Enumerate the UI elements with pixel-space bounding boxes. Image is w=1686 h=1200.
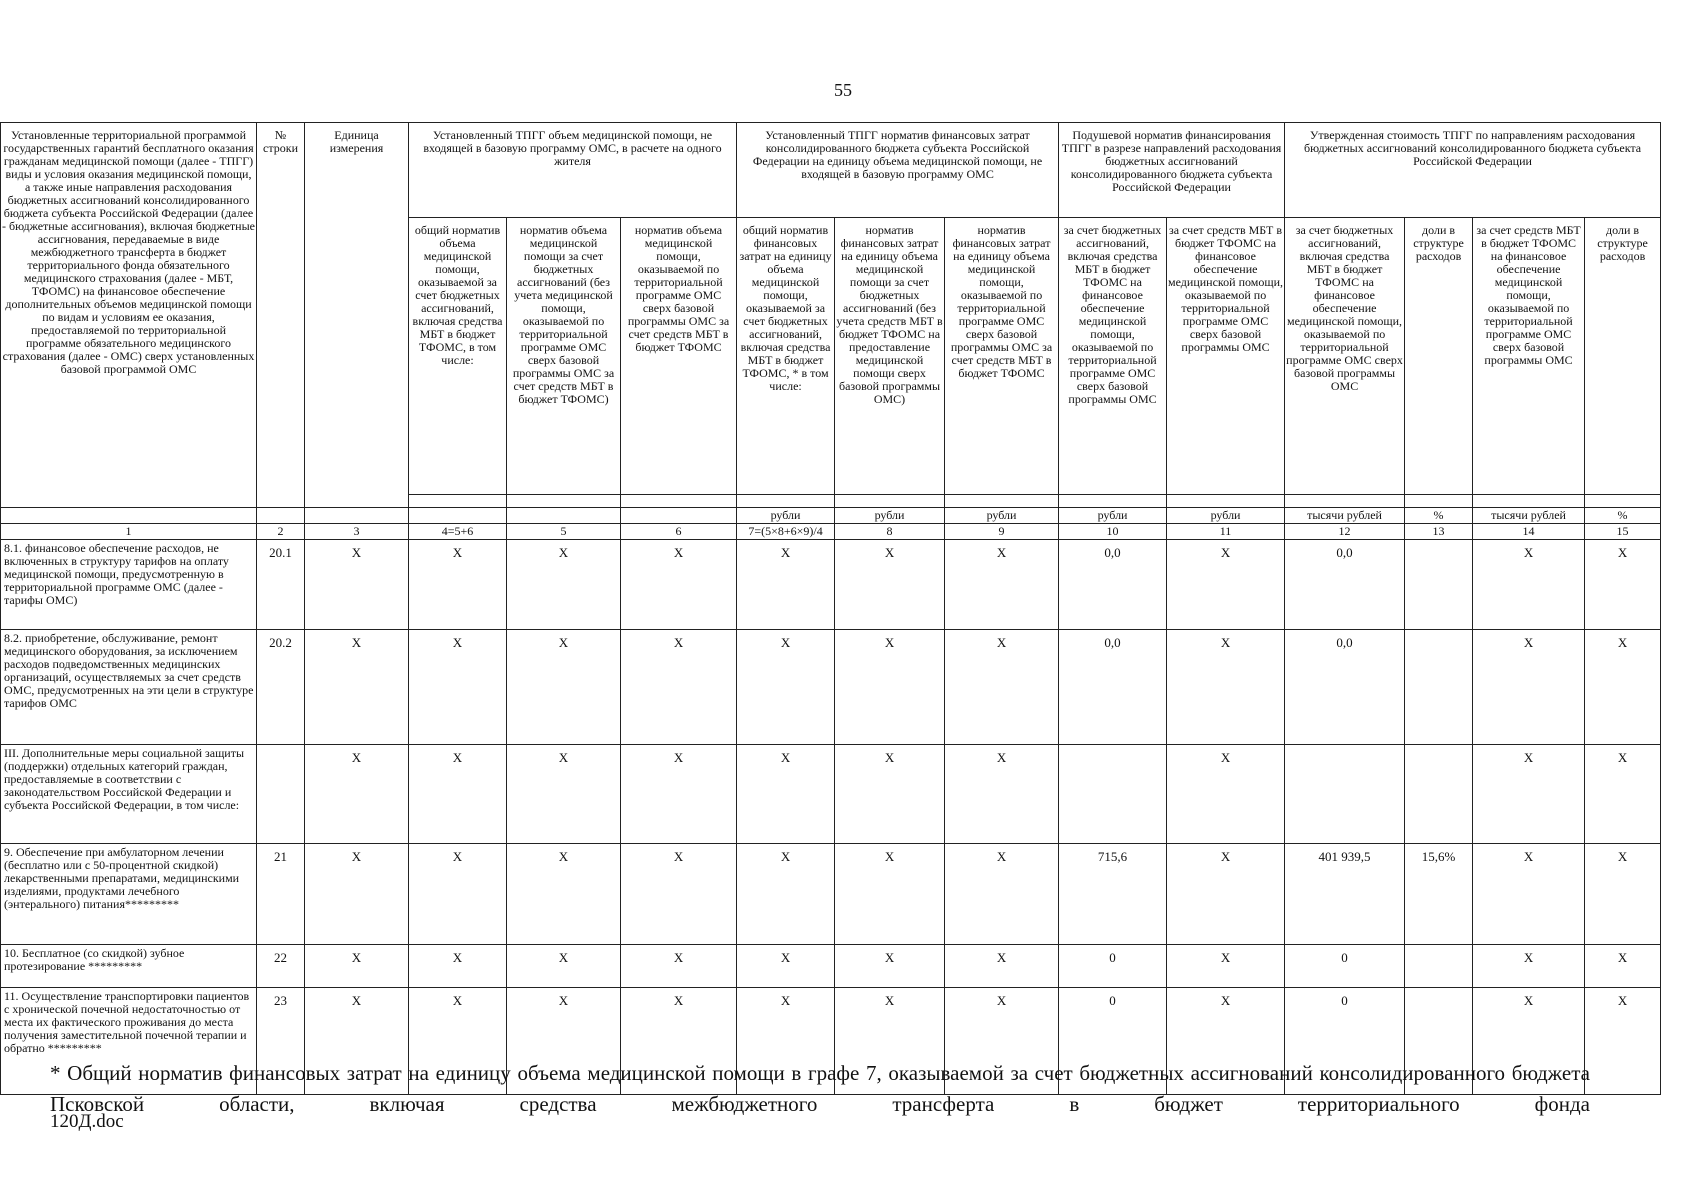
row-cell: 0,0 — [1285, 630, 1405, 745]
row-cell: 0,0 — [1059, 540, 1167, 630]
row-cell — [1405, 540, 1473, 630]
unit-col-10: рубли — [1059, 508, 1167, 524]
row-cell: X — [1585, 945, 1661, 988]
column-number: 3 — [305, 524, 409, 540]
column-number: 12 — [1285, 524, 1405, 540]
row-cell: 15,6% — [1405, 844, 1473, 945]
row-cell — [1405, 630, 1473, 745]
row-label: 9. Обеспечение при амбулаторном лечении (бесплатно или с 50-процентной скидкой) лекарственными препаратами, медицинскими изделиями, продуктами лечебного (энтерального) питания********* — [1, 844, 257, 945]
row-cell: X — [1585, 988, 1661, 1095]
table-row — [1, 630, 1661, 745]
row-cell: X — [945, 988, 1059, 1095]
column-number: 13 — [1405, 524, 1473, 540]
column-number: 7=(5×8+6×9)/4 — [737, 524, 835, 540]
row-cell: X — [1473, 745, 1585, 844]
unit-col-11: рубли — [1167, 508, 1285, 524]
row-cell: 20.2 — [257, 630, 305, 745]
row-cell — [1405, 945, 1473, 988]
row-cell: X — [621, 945, 737, 988]
row-label: 10. Бесплатное (со скидкой) зубное протезирование ********* — [1, 945, 257, 988]
row-cell: 0 — [1059, 988, 1167, 1095]
row-cell: X — [737, 945, 835, 988]
row-cell: 20.1 — [257, 540, 305, 630]
unit-col-12: тысячи рублей — [1285, 508, 1405, 524]
row-cell: X — [737, 630, 835, 745]
row-label: 8.1. финансовое обеспечение расходов, не включенных в структуру тарифов на оплату медицинской помощи, предусмотренную в территориальной программе ОМС (далее - тарифы ОМС) — [1, 540, 257, 630]
row-cell: X — [305, 630, 409, 745]
row-cell: X — [945, 540, 1059, 630]
row-cell: X — [737, 988, 835, 1095]
header-col-11: за счет средств МБТ в бюджет ТФОМС на финансовое обеспечение медицинской помощи, оказываемой по территориальной программе ОМС сверх базовой программы ОМС — [1167, 218, 1285, 495]
row-cell: X — [1473, 630, 1585, 745]
row-cell: X — [1585, 630, 1661, 745]
row-cell: X — [1473, 540, 1585, 630]
header-group-approved-cost: Утвержденная стоимость ТПГГ по направлениям расходования бюджетных ассигнований консолидированного бюджета субъекта Российской Федерации — [1285, 123, 1661, 218]
row-cell: X — [835, 630, 945, 745]
row-cell: X — [507, 988, 621, 1095]
unit-col-15: % — [1585, 508, 1661, 524]
page-number: 55 — [834, 80, 852, 100]
header-group-cost-norm: Установленный ТПГГ норматив финансовых затрат консолидированного бюджета субъекта Российской Федерации на единицу объема медицинской помощи, не входящей в базовую программу ОМС — [737, 123, 1059, 218]
row-label: III. Дополнительные меры социальной защиты (поддержки) отдельных категорий граждан, предоставляемые в соответствии с законодательством Российской Федерации и субъекта Российской Федерации, в том числе: — [1, 745, 257, 844]
row-label: 11. Осуществление транспортировки пациентов с хронической почечной недостаточностью от места их фактического проживания до места получения заместительной почечной терапии и обратно ********* — [1, 988, 257, 1095]
column-number: 11 — [1167, 524, 1285, 540]
row-cell: X — [621, 844, 737, 945]
row-cell: X — [835, 844, 945, 945]
row-cell: 0,0 — [1285, 540, 1405, 630]
row-label: 8.2. приобретение, обслуживание, ремонт медицинского оборудования, за исключением расходов подведомственных медицинских организаций, осуществляемых за счет средств ОМС, предусмотренных на эти цели в структуре тарифов ОМС — [1, 630, 257, 745]
row-cell: X — [835, 540, 945, 630]
row-cell: X — [409, 630, 507, 745]
column-number: 4=5+6 — [409, 524, 507, 540]
row-cell: 23 — [257, 988, 305, 1095]
row-cell: X — [409, 988, 507, 1095]
document-filename: 120Д.doc — [50, 1111, 124, 1132]
row-cell: X — [1167, 540, 1285, 630]
table-row — [1, 945, 1661, 988]
row-cell: X — [737, 745, 835, 844]
row-cell: X — [945, 844, 1059, 945]
row-cell: X — [945, 745, 1059, 844]
row-cell: X — [305, 988, 409, 1095]
row-cell: X — [507, 540, 621, 630]
row-cell: 22 — [257, 945, 305, 988]
row-cell: X — [305, 745, 409, 844]
unit-col-7: рубли — [737, 508, 835, 524]
header-row-top — [1, 123, 1661, 218]
row-cell — [257, 745, 305, 844]
row-cell: X — [305, 540, 409, 630]
row-cell: X — [835, 945, 945, 988]
header-unit: Единица измерения — [305, 123, 409, 508]
header-description: Установленные территориальной программой государственных гарантий бесплатного оказания гражданам медицинской помощи (далее - ТПГГ) виды и условия оказания медицинской помощи, а также иные направления расходования бюджетных ассигнований консолидированного бюджета субъекта Российской Федерации (далее - бюджетные ассигнования), включая бюджетные ассигнования, передаваемые в виде межбюджетного трансферта в бюджет территориального фонда обязательного медицинского страхования (далее - МБТ, ТФОМС) на финансовое обеспечение дополнительных объемов медицинской помощи по видам и условиям ее оказания, предоставляемой по территориальной программе обязательного медицинского страхования (далее - ОМС) сверх установленных базовой программой ОМС — [1, 123, 257, 508]
table-row — [1, 844, 1661, 945]
unit-col-9: рубли — [945, 508, 1059, 524]
column-number: 5 — [507, 524, 621, 540]
header-row-units — [1, 508, 1661, 524]
row-cell: X — [1167, 745, 1285, 844]
row-cell: X — [507, 745, 621, 844]
header-col-10: за счет бюджетных ассигнований, включая средства МБТ в бюджет ТФОМС на финансовое обеспечение медицинской помощи, оказываемой по территориальной программе ОМС сверх базовой программы ОМС — [1059, 218, 1167, 495]
header-col-14: за счет средств МБТ в бюджет ТФОМС на финансовое обеспечение медицинской помощи, оказываемой по территориальной программе ОМС сверх базовой программы ОМС — [1473, 218, 1585, 495]
header-row-column-numbers — [1, 524, 1661, 540]
row-cell: X — [1167, 945, 1285, 988]
row-cell: X — [621, 988, 737, 1095]
unit-col-8: рубли — [835, 508, 945, 524]
header-group-volume: Установленный ТПГГ объем медицинской помощи, не входящей в базовую программу ОМС, в расчете на одного жителя — [409, 123, 737, 218]
unit-col-13: % — [1405, 508, 1473, 524]
table-row — [1, 745, 1661, 844]
row-cell: X — [409, 945, 507, 988]
row-cell: X — [621, 745, 737, 844]
column-number: 9 — [945, 524, 1059, 540]
row-cell: X — [1585, 540, 1661, 630]
row-cell: X — [409, 844, 507, 945]
table-row — [1, 540, 1661, 630]
row-cell: X — [737, 844, 835, 945]
row-cell: X — [1473, 945, 1585, 988]
row-cell: X — [305, 945, 409, 988]
row-cell: 21 — [257, 844, 305, 945]
row-cell: X — [305, 844, 409, 945]
budget-table — [0, 122, 1661, 1095]
header-group-per-capita: Подушевой норматив финансирования ТПГГ в разрезе направлений расходования бюджетных ассигнований консолидированного бюджета субъекта Российской Федерации — [1059, 123, 1285, 218]
row-cell: 401 939,5 — [1285, 844, 1405, 945]
row-cell: X — [409, 745, 507, 844]
row-cell: X — [835, 745, 945, 844]
row-cell: X — [1585, 745, 1661, 844]
row-cell: X — [1585, 844, 1661, 945]
row-cell: X — [1473, 844, 1585, 945]
row-cell: 715,6 — [1059, 844, 1167, 945]
row-cell: X — [737, 540, 835, 630]
column-number: 15 — [1585, 524, 1661, 540]
row-cell: X — [945, 945, 1059, 988]
row-cell: X — [507, 630, 621, 745]
header-col-7: общий норматив финансовых затрат на единицу объема медицинской помощи, оказываемой за счет бюджетных ассигнований, включая средства МБТ в бюджет ТФОМС, * в том числе: — [737, 218, 835, 495]
column-number: 14 — [1473, 524, 1585, 540]
header-col-12: за счет бюджетных ассигнований, включая средства МБТ в бюджет ТФОМС на финансовое обеспечение медицинской помощи, оказываемой по территориальной программе ОМС сверх базовой программы ОМС — [1285, 218, 1405, 495]
row-cell: X — [1167, 988, 1285, 1095]
header-col-8: норматив финансовых затрат на единицу объема медицинской помощи за счет бюджетных ассигнований (без учета средств МБТ в бюджет ТФОМС на предоставление медицинской помощи сверх базовой программы ОМС) — [835, 218, 945, 495]
column-number: 1 — [1, 524, 257, 540]
row-cell: X — [835, 988, 945, 1095]
column-number: 2 — [257, 524, 305, 540]
row-cell: X — [945, 630, 1059, 745]
row-cell: X — [1167, 844, 1285, 945]
row-cell: X — [507, 945, 621, 988]
footnote: * Общий норматив финансовых затрат на единицу объема медицинской помощи в графе 7, оказываемой за счет бюджетных ассигнований консолидированного бюджета Псковской области, включая средства межбюджетного трансферта в бюджет территориального фонда — [50, 1061, 1590, 1116]
header-col-13: доли в структуре расходов — [1405, 218, 1473, 495]
unit-col-14: тысячи рублей — [1473, 508, 1585, 524]
row-cell: X — [621, 540, 737, 630]
row-cell: 0 — [1285, 988, 1405, 1095]
row-cell: 0,0 — [1059, 630, 1167, 745]
column-number: 8 — [835, 524, 945, 540]
row-cell — [1405, 745, 1473, 844]
row-cell: X — [409, 540, 507, 630]
row-cell: 0 — [1059, 945, 1167, 988]
row-cell — [1285, 745, 1405, 844]
row-cell: X — [621, 630, 737, 745]
row-cell — [1059, 745, 1167, 844]
row-cell: X — [1167, 630, 1285, 745]
row-cell: X — [1473, 988, 1585, 1095]
header-col-5: норматив объема медицинской помощи за счет бюджетных ассигнований (без учета медицинской помощи, оказываемой по территориальной программе ОМС сверх базовой программы ОМС за счет средств МБТ в бюджет ТФОМС) — [507, 218, 621, 495]
row-cell: X — [507, 844, 621, 945]
header-col-9: норматив финансовых затрат на единицу объема медицинской помощи, оказываемой по территориальной программе ОМС сверх базовой программы ОМС за счет средств МБТ в бюджет ТФОМС — [945, 218, 1059, 495]
header-row-number: № строки — [257, 123, 305, 508]
header-col-4: общий норматив объема медицинской помощи, оказываемой за счет бюджетных ассигнований, включая средства МБТ в бюджет ТФОМС, в том числе: — [409, 218, 507, 495]
header-col-15: доли в структуре расходов — [1585, 218, 1661, 495]
column-number: 6 — [621, 524, 737, 540]
column-number: 10 — [1059, 524, 1167, 540]
header-col-6: норматив объема медицинской помощи, оказываемой по территориальной программе ОМС сверх базовой программы ОМС за счет средств МБТ в бюджет ТФОМС — [621, 218, 737, 495]
row-cell: 0 — [1285, 945, 1405, 988]
